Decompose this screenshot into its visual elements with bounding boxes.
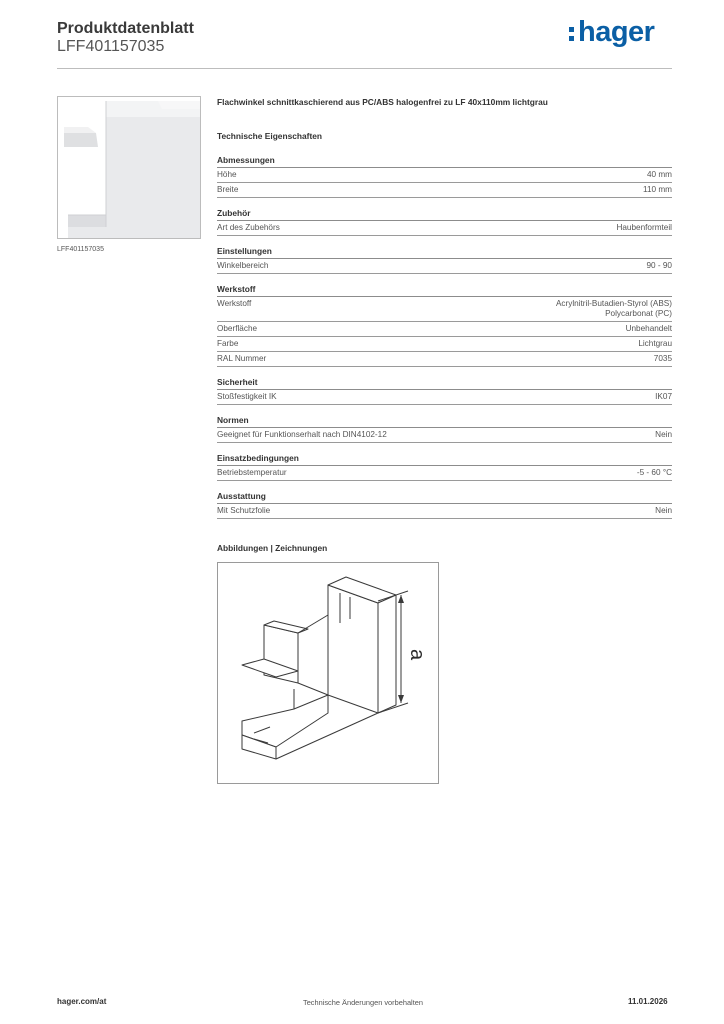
product-photo <box>57 96 201 239</box>
spec-group-title: Zubehör <box>217 208 672 221</box>
spec-value <box>654 354 672 364</box>
spec-group <box>217 208 672 236</box>
spec-value <box>638 339 672 349</box>
spec-value-line: Lichtgrau <box>638 339 672 348</box>
spec-value <box>556 299 672 319</box>
spec-value <box>647 170 672 180</box>
page-title: Produktdatenblatt <box>57 20 194 37</box>
article-number: LFF401157035 <box>57 38 165 55</box>
product-photo-image <box>58 97 200 238</box>
spec-label: RAL Nummer <box>217 354 267 363</box>
spec-value <box>655 430 672 440</box>
spec-label: Oberfläche <box>217 324 258 333</box>
spec-label: Betriebstemperatur <box>217 468 287 477</box>
spec-row <box>217 297 672 322</box>
spec-value <box>637 468 672 478</box>
hager-logo <box>568 16 654 49</box>
spec-group <box>217 453 672 481</box>
spec-value-line: 7035 <box>653 354 672 363</box>
spec-group-title: Einstellungen <box>217 246 672 259</box>
spec-group-title: Normen <box>217 415 672 428</box>
spec-value-line: -5 - 60 °C <box>636 468 672 477</box>
spec-label: Höhe <box>217 170 237 179</box>
spec-value-line: Haubenformteil <box>616 223 672 232</box>
spec-value-line: Nein <box>655 506 672 515</box>
dimension-label: a <box>406 649 428 661</box>
spec-row <box>217 221 672 236</box>
spec-group <box>217 284 672 367</box>
spec-value <box>655 392 672 402</box>
spec-value <box>647 261 673 271</box>
spec-row <box>217 322 672 337</box>
spec-label: Stoßfestigkeit IK <box>217 392 277 401</box>
spec-group <box>217 491 672 519</box>
product-description: Flachwinkel schnittkaschierend aus PC/ABS halogenfrei zu LF 40x110mm lichtgrau <box>217 97 548 107</box>
spec-row <box>217 337 672 352</box>
spec-group-title: Werkstoff <box>217 284 672 297</box>
spec-value-line: Unbehandelt <box>625 324 672 333</box>
spec-group <box>217 246 672 274</box>
spec-row <box>217 352 672 367</box>
footer-note: Technische Änderungen vorbehalten <box>303 998 423 1007</box>
spec-value <box>616 223 672 233</box>
spec-value-line: Acrylnitril-Butadien-Styrol (ABS) <box>555 299 672 308</box>
spec-row <box>217 390 672 405</box>
spec-value-line: 110 mm <box>643 185 672 194</box>
spec-label: Werkstoff <box>217 299 252 308</box>
spec-value-line: Polycarbonat (PC) <box>605 309 672 318</box>
spec-row <box>217 259 672 274</box>
spec-label: Mit Schutzfolie <box>217 506 271 515</box>
technical-drawing-image <box>218 563 438 783</box>
spec-value-line: Nein <box>655 430 672 439</box>
spec-group-title: Einsatzbedingungen <box>217 453 672 466</box>
spec-row <box>217 428 672 443</box>
spec-group-title: Abmessungen <box>217 155 672 168</box>
spec-value <box>643 185 672 195</box>
spec-row <box>217 183 672 198</box>
spec-group <box>217 155 672 198</box>
spec-table <box>217 155 672 529</box>
spec-label: Breite <box>217 185 239 194</box>
spec-value-line: 40 mm <box>646 170 672 179</box>
spec-row <box>217 504 672 519</box>
spec-value-line: 90 - 90 <box>646 261 672 270</box>
spec-value <box>626 324 672 334</box>
section-heading-technical-properties: Technische Eigenschaften <box>217 131 323 141</box>
footer-date: 11.01.2026 <box>628 997 668 1006</box>
photo-caption: LFF401157035 <box>57 246 104 253</box>
spec-group-title: Sicherheit <box>217 377 672 390</box>
logo-dots-icon <box>568 22 576 42</box>
header-divider <box>57 68 672 69</box>
logo-text: hager <box>578 16 655 48</box>
spec-label: Winkelbereich <box>217 261 269 270</box>
technical-drawing <box>217 562 439 784</box>
spec-value-line: IK07 <box>655 392 672 401</box>
section-heading-drawings: Abbildungen | Zeichnungen <box>217 543 328 553</box>
spec-value <box>655 506 672 516</box>
spec-group-title: Ausstattung <box>217 491 672 504</box>
footer-website: hager.com/at <box>57 997 107 1006</box>
spec-row <box>217 466 672 481</box>
spec-label: Farbe <box>217 339 239 348</box>
spec-group <box>217 415 672 443</box>
spec-label: Geeignet für Funktionserhalt nach DIN4102-12 <box>217 430 387 439</box>
spec-row <box>217 168 672 183</box>
spec-label: Art des Zubehörs <box>217 223 280 232</box>
spec-group <box>217 377 672 405</box>
